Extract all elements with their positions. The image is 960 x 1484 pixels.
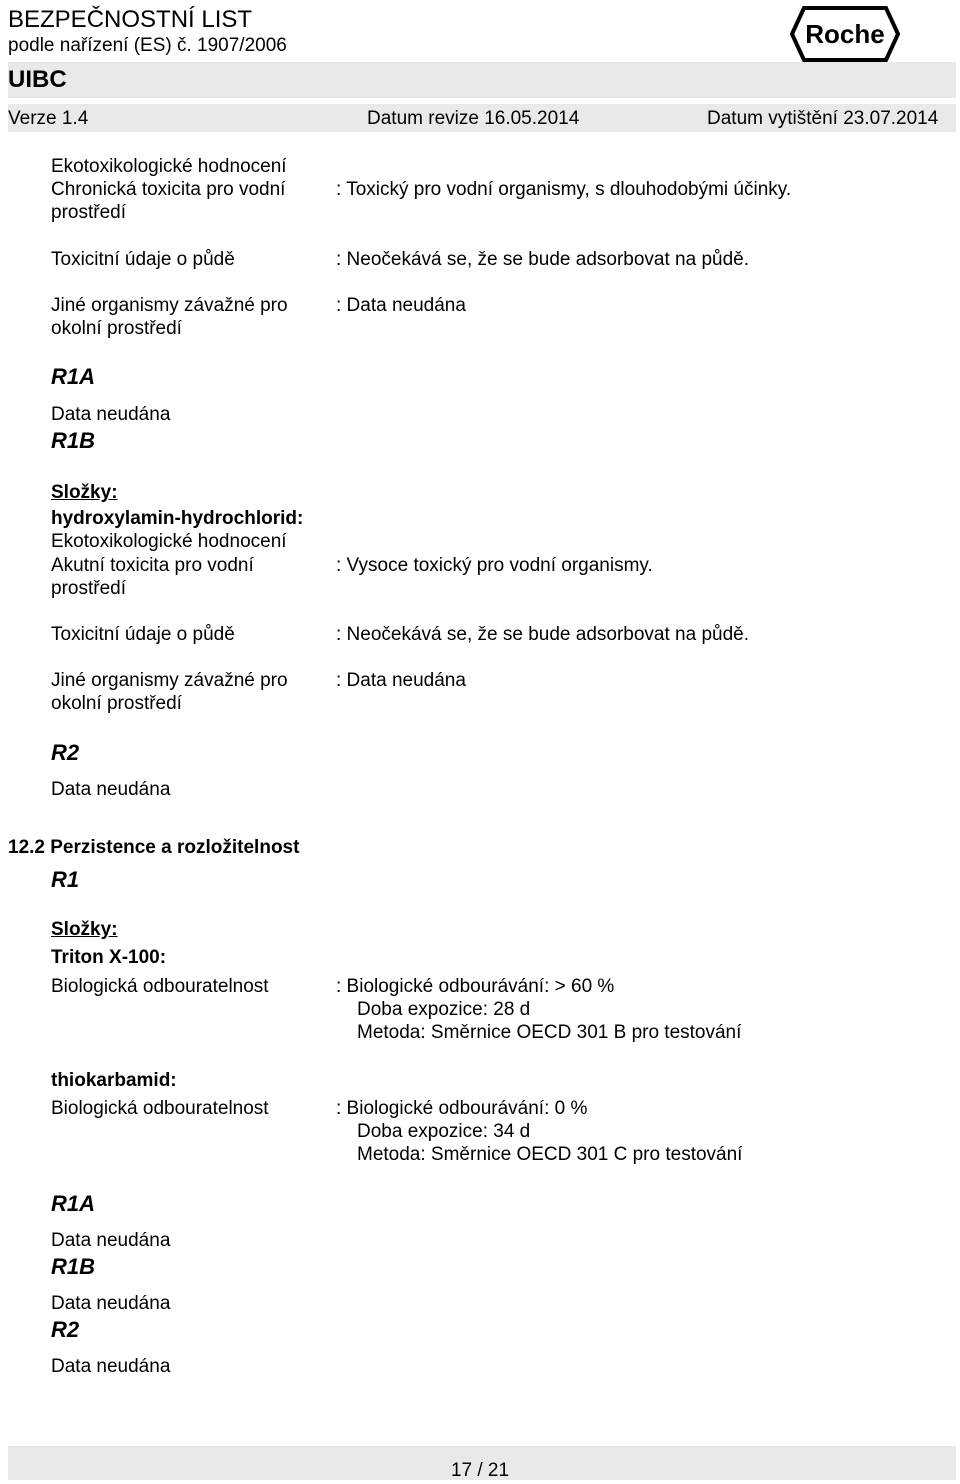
page-number: 17 / 21: [450, 1460, 510, 1481]
roche-logo: [790, 6, 900, 62]
other-organisms-label: Jiné organismy závažné pro: [51, 295, 288, 316]
soil-toxicity-value: : Neočekává se, že se bude adsorbovat na půdě.: [336, 624, 749, 645]
product-band: [8, 62, 956, 98]
r1a-text: Data neudána: [51, 404, 171, 425]
components-heading: Složky:: [51, 482, 118, 503]
soil-toxicity-label: Toxicitní údaje o půdě: [51, 249, 235, 270]
product-name: UIBC: [8, 66, 67, 93]
regulation-subtitle: podle nařízení (ES) č. 1907/2006: [8, 35, 287, 56]
acute-toxicity-label: Akutní toxicita pro vodní: [51, 555, 254, 576]
r2-text: Data neudána: [51, 1356, 171, 1377]
exposure-time: Doba expozice: 34 d: [357, 1121, 531, 1142]
test-method: Metoda: Směrnice OECD 301 B pro testování: [357, 1022, 742, 1043]
logo-text: Roche: [805, 19, 885, 49]
r1a-text: Data neudána: [51, 1230, 171, 1251]
r2-text: Data neudána: [51, 779, 171, 800]
soil-toxicity-value: : Neočekává se, že se bude adsorbovat na půdě.: [336, 249, 749, 270]
biodegradability-label: Biologická odbouratelnost: [51, 1098, 269, 1119]
r2-heading: R2: [51, 1317, 80, 1342]
substance-name: Triton X-100:: [51, 947, 167, 968]
print-date: Datum vytištění 23.07.2014: [707, 108, 939, 129]
biodegradation-value: : Biologické odbourávání: 0 %: [336, 1098, 588, 1119]
section-title: 12.2 Perzistence a rozložitelnost: [8, 837, 300, 858]
chronic-toxicity-label-2: prostředí: [51, 202, 126, 223]
r2-heading: R2: [51, 740, 80, 765]
biodegradability-label: Biologická odbouratelnost: [51, 976, 269, 997]
r1b-heading: R1B: [51, 428, 96, 453]
r1-heading: R1: [51, 867, 80, 892]
other-organisms-value: : Data neudána: [336, 295, 466, 316]
version: Verze 1.4: [8, 108, 89, 129]
chronic-toxicity-value: : Toxický pro vodní organismy, s dlouhodobými účinky.: [336, 179, 792, 200]
r1a-heading: R1A: [51, 364, 96, 389]
exposure-time: Doba expozice: 28 d: [357, 999, 531, 1020]
eco-assessment-label: Ekotoxikologické hodnocení: [51, 531, 287, 552]
other-organisms-label: Jiné organismy závažné pro: [51, 670, 288, 691]
other-organisms-label-2: okolní prostředí: [51, 693, 182, 714]
substance-name: thiokarbamid:: [51, 1070, 177, 1091]
test-method: Metoda: Směrnice OECD 301 C pro testování: [357, 1144, 743, 1165]
eco-assessment-label: Ekotoxikologické hodnocení: [51, 156, 287, 177]
r1b-text: Data neudána: [51, 1293, 171, 1314]
acute-toxicity-value: : Vysoce toxický pro vodní organismy.: [336, 555, 653, 576]
revision-date: Datum revize 16.05.2014: [367, 108, 580, 129]
acute-toxicity-label-2: prostředí: [51, 578, 126, 599]
r1b-heading: R1B: [51, 1254, 96, 1279]
other-organisms-label-2: okolní prostředí: [51, 318, 182, 339]
document-title: BEZPEČNOSTNÍ LIST: [8, 6, 253, 33]
chronic-toxicity-label: Chronická toxicita pro vodní: [51, 179, 286, 200]
biodegradation-value: : Biologické odbourávání: > 60 %: [336, 976, 615, 997]
soil-toxicity-label: Toxicitní údaje o půdě: [51, 624, 235, 645]
components-heading: Složky:: [51, 919, 118, 940]
substance-name: hydroxylamin-hydrochlorid:: [51, 508, 304, 529]
other-organisms-value: : Data neudána: [336, 670, 466, 691]
r1a-heading: R1A: [51, 1191, 96, 1216]
